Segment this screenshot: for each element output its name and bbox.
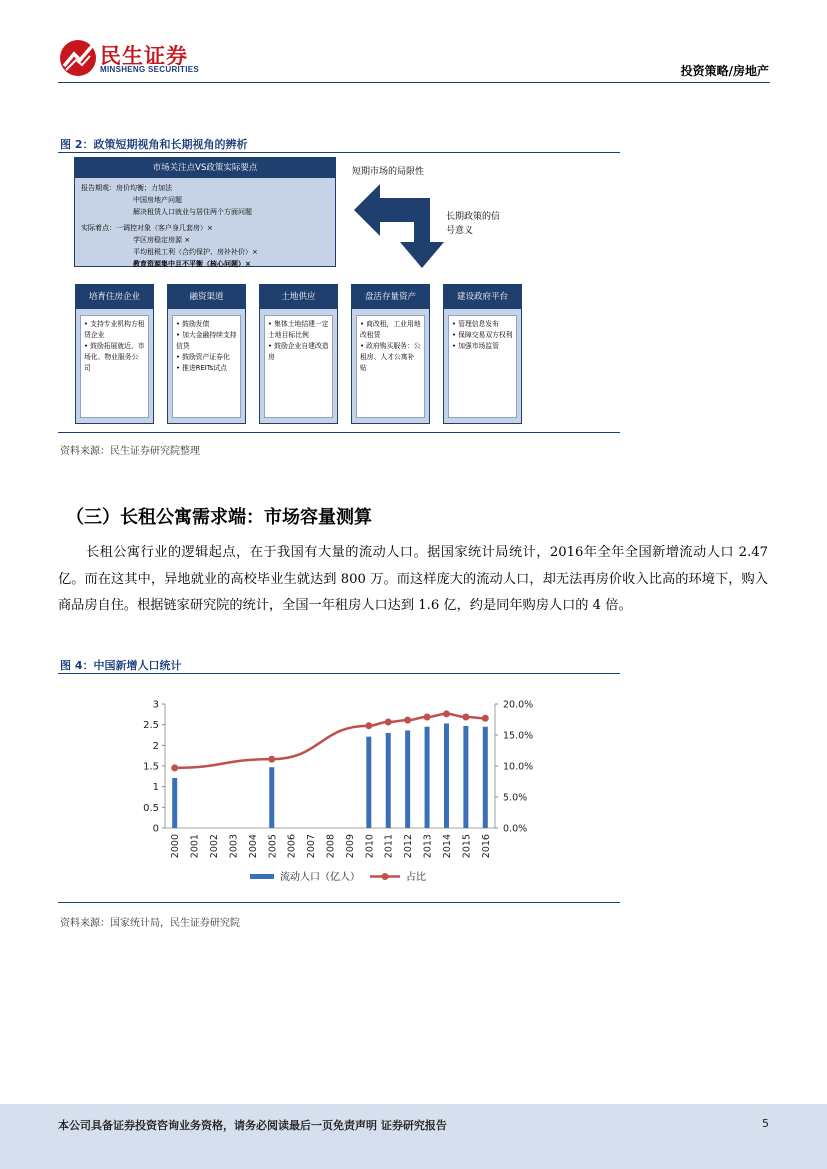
policy-box-body <box>264 315 333 418</box>
policy-box-item: • 政府购买服务：公租房、人才公寓补贴 <box>360 342 421 372</box>
y-left-tick-label: 1 <box>152 782 159 794</box>
top-box-line: 中国房地产问题 <box>133 196 182 204</box>
legend-label: 流动人口（亿人） <box>280 872 360 883</box>
line-point <box>462 714 469 721</box>
policy-box-item: • 商改租，工业用地改租赁 <box>360 320 421 339</box>
arrow-label-side: 长期政策的信号意义 <box>446 212 501 236</box>
y-right-tick-label: 10.0% <box>503 761 534 773</box>
y-left-tick-label: 2 <box>152 740 159 752</box>
figure2-top-line <box>58 152 620 153</box>
y-left-tick-label: 0.5 <box>143 802 159 814</box>
logo-icon <box>58 38 98 78</box>
policy-box-title: 建设政府平台 <box>444 285 521 309</box>
legend-line-marker <box>382 873 389 880</box>
report-category: 投资策略/房地产 <box>680 64 769 78</box>
policy-box-body <box>80 315 149 418</box>
bar <box>483 727 488 828</box>
arrow-label-top: 短期市场的局限性 <box>352 167 425 177</box>
y-left-tick-label: 2.5 <box>143 720 159 732</box>
policy-box <box>259 284 338 424</box>
population-chart <box>120 690 560 890</box>
policy-box-item: • 支持专业机构方租赁企业 <box>84 320 145 339</box>
figure4-top-line <box>58 673 620 674</box>
diagram-top-box-title: 市场关注点VS政策实际要点 <box>75 158 335 178</box>
page-number: 5 <box>762 1117 769 1130</box>
bar <box>463 726 468 828</box>
policy-box-body <box>356 315 425 418</box>
bar <box>405 730 410 828</box>
x-tick-label: 2010 <box>364 834 376 859</box>
policy-box <box>443 284 522 424</box>
bar <box>269 767 274 828</box>
policy-box-item: • 管理信息发布 <box>452 320 499 328</box>
series-line <box>175 714 486 768</box>
x-tick-label: 2015 <box>461 834 473 859</box>
y-right-tick-label: 5.0% <box>503 792 528 804</box>
footer-disclaimer: 本公司具备证券投资咨询业务资格，请务必阅读最后一页免责声明 证券研究报告 <box>58 1119 447 1132</box>
x-tick-label: 2012 <box>403 834 415 859</box>
footer-bar <box>0 1104 827 1169</box>
top-box-line: 实际着点：一调控对象（客户身几套房）× <box>81 224 213 232</box>
policy-box-item: • 鼓励拓展就近、市场化、物业服务公司 <box>84 342 145 372</box>
policy-box-item: • 鼓励发债 <box>176 320 210 328</box>
policy-box-title: 土地供应 <box>260 285 337 309</box>
y-right-tick-label: 15.0% <box>503 730 534 742</box>
top-box-line: 学区房稳定房源 × <box>133 236 191 244</box>
policy-box <box>351 284 430 424</box>
top-box-line: 教育资源集中且不平衡（核心问题）× <box>133 260 251 268</box>
bar <box>366 737 371 828</box>
bar <box>172 778 177 828</box>
bar <box>386 733 391 828</box>
x-tick-label: 2014 <box>441 834 453 859</box>
section-paragraph: 长租公寓行业的逻辑起点，在于我国有大量的流动人口。据国家统计局统计，2016年全年全国新增流动人口 2.47 亿。而在这其中，异地就业的高校毕业生就达到 800 万。而这样庞大的流动人口，却无法再房价收入比高的环境下，购入商品房自住。根据链家研究院的统计，全国一年租房人口达到 1.6 亿，约是同年购房人口的 4 倍。 <box>58 545 768 613</box>
figure4-source: 资料来源：国家统计局，民生证券研究院 <box>60 918 240 929</box>
policy-box-item: • 推进REITs试点 <box>176 364 227 372</box>
line-point <box>424 714 431 721</box>
line-point <box>268 756 275 763</box>
line-point <box>385 718 392 725</box>
top-box-line: 报告期观：房价均衡；力加法 <box>81 184 172 192</box>
diagram-top-box-body <box>75 178 335 274</box>
policy-box-item: • 加强市场监管 <box>452 342 499 350</box>
figure4-title: 图 4：中国新增人口统计 <box>60 659 182 672</box>
x-tick-label: 2016 <box>480 834 492 859</box>
y-left-tick-label: 0 <box>152 823 159 835</box>
line-point <box>404 717 411 724</box>
x-tick-label: 2002 <box>209 834 221 859</box>
header-divider <box>58 82 770 83</box>
line-point <box>171 764 178 771</box>
figure2-bottom-line <box>58 432 620 433</box>
logo-text-cn: 民生证券 <box>100 44 188 68</box>
policy-box-item: • 鼓励企业自建改造房 <box>268 342 329 361</box>
x-tick-label: 2007 <box>306 834 318 859</box>
y-left-tick-label: 1.5 <box>143 761 159 773</box>
diagram-top-box <box>74 157 336 267</box>
policy-box-item: • 鼓励资产证券化 <box>176 353 230 361</box>
top-box-line: 平均租税工利（合约保护、房补补价）× <box>133 248 258 256</box>
policy-box-body <box>448 315 517 418</box>
section-title: （三）长租公寓需求端：市场容量测算 <box>66 507 372 528</box>
x-tick-label: 2013 <box>422 834 434 859</box>
policy-box-title: 融资渠道 <box>168 285 245 309</box>
logo-text-en: MINSHENG SECURITIES <box>100 65 200 74</box>
x-tick-label: 2005 <box>267 834 279 859</box>
x-tick-label: 2001 <box>189 834 201 859</box>
figure2-source: 资料来源：民生证券研究院整理 <box>60 446 200 457</box>
policy-box-body <box>172 315 241 418</box>
x-tick-label: 2006 <box>286 834 298 859</box>
y-left-tick-label: 3 <box>152 699 159 711</box>
x-tick-label: 2008 <box>325 834 337 859</box>
y-right-tick-label: 20.0% <box>503 699 534 711</box>
bar <box>425 727 430 828</box>
policy-box-item: • 保障交易双方权利 <box>452 331 513 339</box>
policy-box-item: • 加大金融持续支持信贷 <box>176 331 237 350</box>
legend-bar-swatch <box>250 874 274 879</box>
policy-box <box>167 284 246 424</box>
x-tick-label: 2004 <box>247 834 259 859</box>
policy-box <box>75 284 154 424</box>
bar <box>444 723 449 828</box>
line-point <box>482 715 489 722</box>
policy-box-item: • 集体土地结建一定土地目标比例 <box>268 320 329 339</box>
policy-box-title: 培育住房企业 <box>76 285 153 309</box>
line-point <box>365 722 372 729</box>
line-point <box>443 710 450 717</box>
x-tick-label: 2011 <box>383 834 395 859</box>
x-tick-label: 2000 <box>170 834 182 859</box>
figure4-bottom-line <box>58 902 620 903</box>
policy-box-title: 盘活存量资产 <box>352 285 429 309</box>
legend-label: 占比 <box>406 872 426 883</box>
top-box-line: 解决租赁人口就业与居住两个方面问题 <box>133 208 252 216</box>
x-tick-label: 2003 <box>228 834 240 859</box>
x-tick-label: 2009 <box>344 834 356 859</box>
figure2-title: 图 2：政策短期视角和长期视角的辨析 <box>60 138 248 151</box>
y-right-tick-label: 0.0% <box>503 823 528 835</box>
